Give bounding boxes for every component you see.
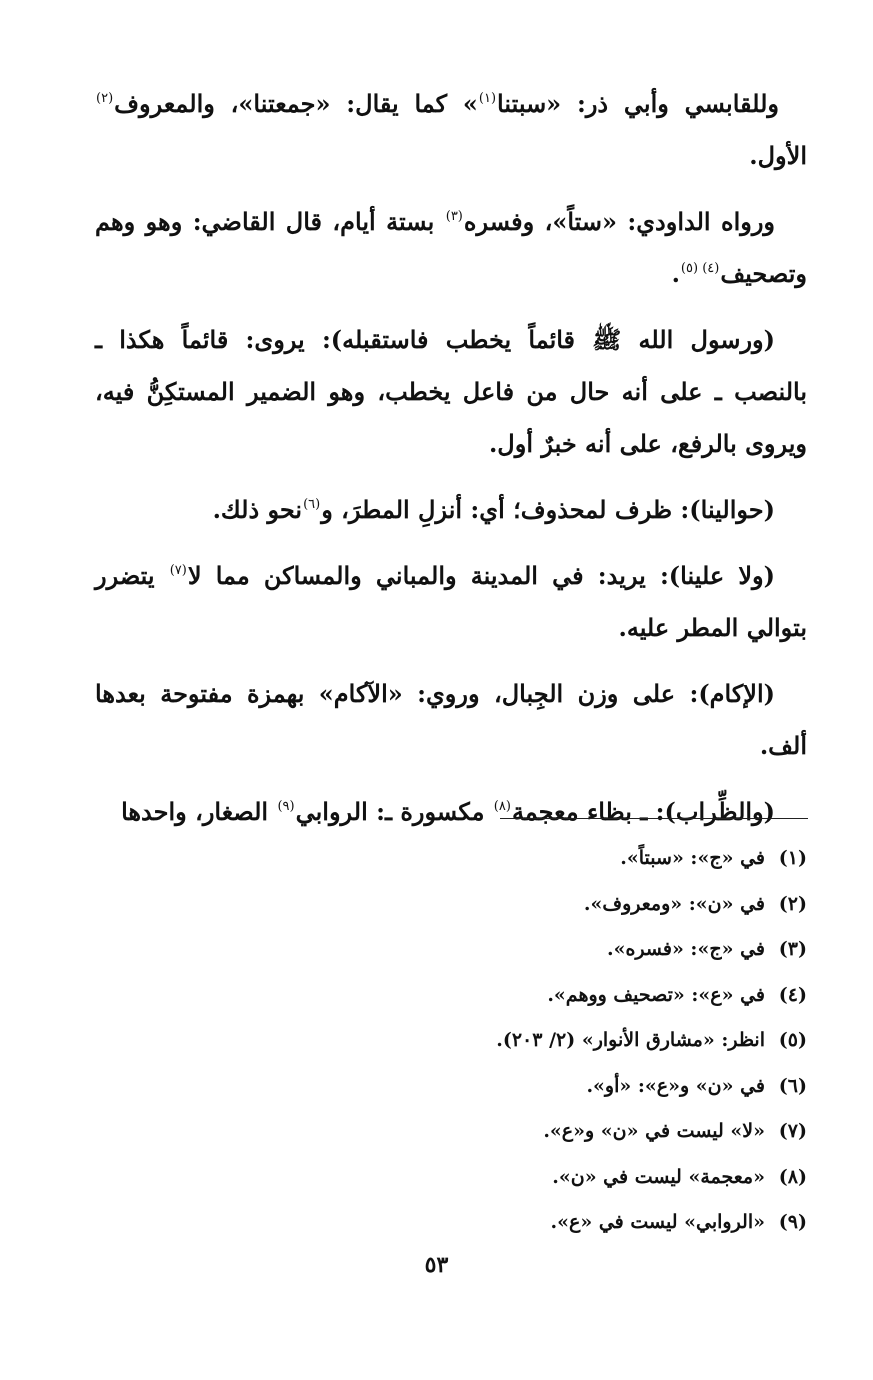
paragraph xyxy=(95,78,807,182)
paragraph-text: (والظِّراب): ـ بظاء معجمة xyxy=(511,797,775,826)
paragraph-text: » كما يقال: «جمعتنا»، والمعروف xyxy=(114,89,478,118)
footnote-item xyxy=(100,927,807,973)
page-number: ٥٣ xyxy=(424,1252,449,1278)
footnote-item xyxy=(100,1064,807,1110)
paragraph xyxy=(95,196,807,300)
paragraph-text: الأول. xyxy=(749,141,807,170)
paragraph-text: يتضرر بتوالي المطر عليه. xyxy=(95,561,807,642)
footnote-number: (٣) xyxy=(778,938,807,960)
paragraph-text: الصغار، واحدها xyxy=(121,797,277,826)
footnote-number: (٦) xyxy=(778,1074,807,1097)
main-text-body xyxy=(95,78,807,852)
paragraph xyxy=(95,668,807,772)
footnote-text: «معجمة» ليست في «ن». xyxy=(552,1165,765,1188)
paragraph-text: (حوالينا): ظرف لمحذوف؛ أي: أنزلِ المطرَ، و xyxy=(321,495,775,524)
footnote-number: (٩) xyxy=(778,1211,807,1233)
paragraph-text: نحو ذلك. xyxy=(212,495,303,524)
footnote-item xyxy=(100,1109,807,1155)
footnote-item xyxy=(100,1200,807,1246)
paragraph-text: ورواه الداودي: «ستاً»، وفسره xyxy=(463,207,776,236)
footnote-number: (١) xyxy=(778,847,807,869)
footnote-marker: (٦) xyxy=(303,497,321,512)
footnote-marker: (٣) xyxy=(445,209,463,224)
footnote-text: في «ج»: «سبتاً». xyxy=(620,847,765,869)
footnote-number: (٥) xyxy=(778,1029,807,1051)
footnote-number: (٤) xyxy=(778,983,807,1006)
footnote-text: انظر: «مشارق الأنوار» (٢/ ٢٠٣). xyxy=(496,1029,765,1051)
footnote-item xyxy=(100,1155,807,1201)
footnote-item xyxy=(100,973,807,1019)
footnote-text: «الروابي» ليست في «ع». xyxy=(550,1211,765,1233)
paragraph-text: . xyxy=(671,259,680,288)
footnote-marker: (٤) (٥) xyxy=(680,261,720,276)
footnote-text: في «ن»: «ومعروف». xyxy=(583,892,765,915)
footnote-marker: (٨) xyxy=(493,799,511,814)
paragraph-text: (ورسول الله ﷺ قائماً يخطب فاستقبله): يروى: قائماً هكذا ـ بالنصب ـ على أنه حال من فاعل يخطب، وهو الضمير المستكِنُّ فيه، ويروى بالرفع، على أنه خبرٌ أول. xyxy=(95,325,807,458)
paragraph-text: (الإكام): على وزن الجِبال، وروي: «الآكام» بهمزة مفتوحة بعدها ألف. xyxy=(95,679,807,760)
footnote-marker: (١) xyxy=(478,91,497,106)
footnote-number: (٨) xyxy=(778,1165,807,1188)
footnote-marker: (٩) xyxy=(277,799,295,814)
footnote-item xyxy=(100,836,807,882)
footnote-text: في «ن» و«ع»: «أو». xyxy=(586,1074,765,1097)
paragraph xyxy=(95,484,807,536)
footnote-text: في «ع»: «تصحيف ووهم». xyxy=(547,983,765,1006)
footnote-marker: (٧) xyxy=(169,563,187,578)
footnote-item xyxy=(100,882,807,928)
paragraph-text: (ولا علينا): يريد: في المدينة والمباني والمساكن مما لا xyxy=(187,561,776,590)
footnote-separator xyxy=(500,818,808,819)
paragraph xyxy=(95,550,807,654)
footnote-text: «لا» ليست في «ن» و«ع». xyxy=(543,1120,765,1142)
footnote-number: (٢) xyxy=(778,892,807,915)
paragraph xyxy=(95,314,807,470)
footnote-number: (٧) xyxy=(778,1120,807,1142)
footnote-text: في «ج»: «فسره». xyxy=(606,938,765,960)
footnotes-section xyxy=(100,836,807,1246)
paragraph-text: بستة أيام، قال القاضي: وهو وهم وتصحيف xyxy=(95,207,807,288)
paragraph xyxy=(95,786,807,838)
footnote-marker: (٢) xyxy=(96,91,114,106)
footnote-item xyxy=(100,1018,807,1064)
paragraph-text: مكسورة ـ: الروابي xyxy=(295,797,493,826)
paragraph-text: وللقابسي وأبي ذر: «سبتنا xyxy=(497,89,780,118)
